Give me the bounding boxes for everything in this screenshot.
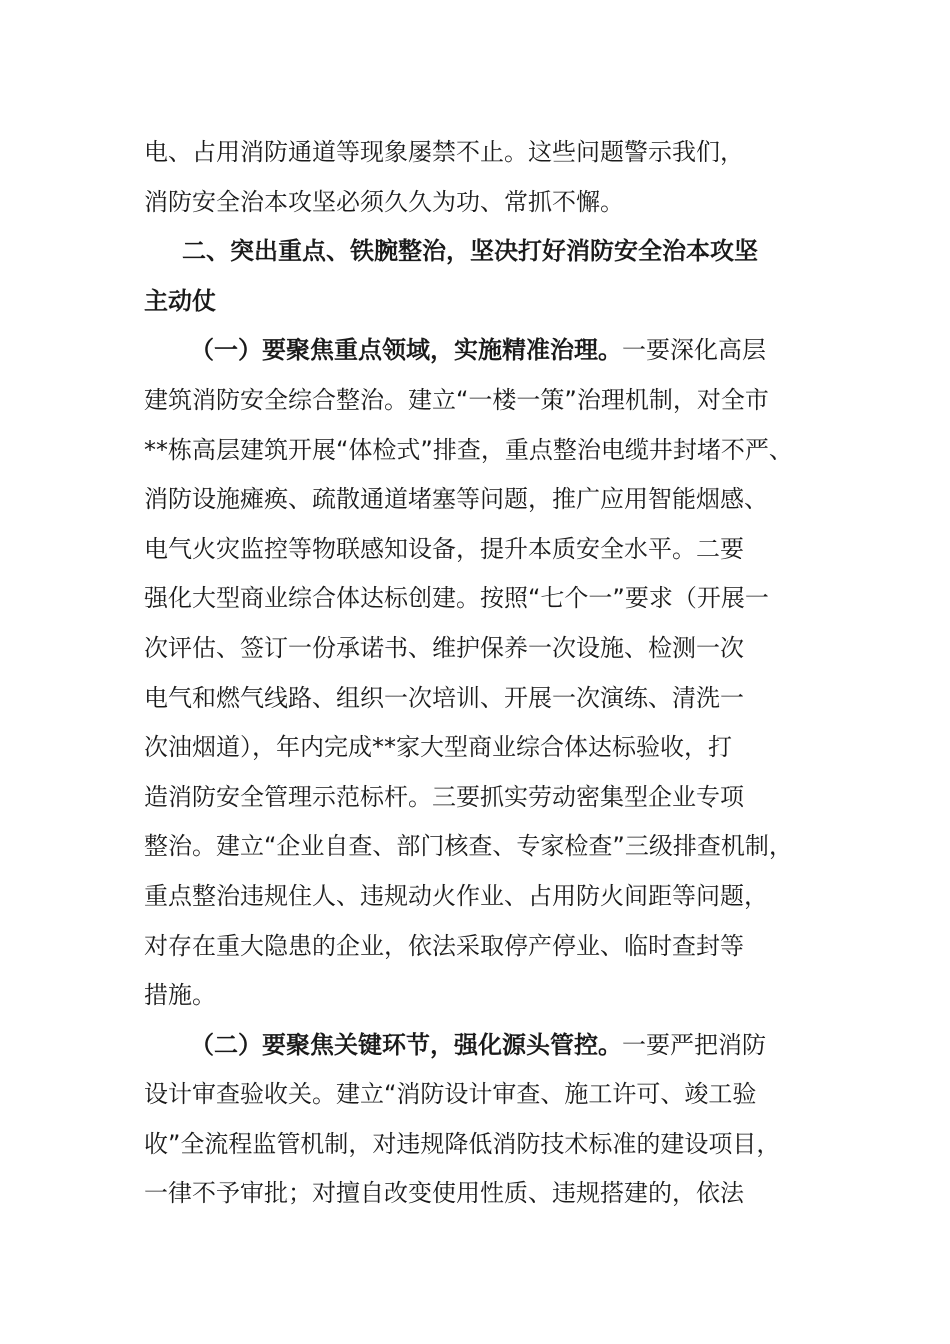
section-heading-continued: 主动仗 xyxy=(144,286,216,315)
body-line: 设计审查验收关。建立“消防设计审查、施工许可、竣工验 xyxy=(144,1080,757,1109)
body-line: 对存在重大隐患的企业，依法采取停产停业、临时查封等 xyxy=(144,931,744,960)
subsection-heading: （一）要聚焦重点领域，实施精准治理。 xyxy=(190,336,622,365)
body-line: 一律不予审批；对擅自改变使用性质、违规搭建的，依法 xyxy=(144,1179,744,1208)
body-line: 重点整治违规住人、违规动火作业、占用防火间距等问题， xyxy=(144,881,768,910)
subsection-heading: （二）要聚焦关键环节，强化源头管控。 xyxy=(190,1030,622,1059)
body-line: 造消防安全管理示范标杆。三要抓实劳动密集型企业专项 xyxy=(144,782,744,811)
subsection-text: 一要深化高层 xyxy=(622,336,766,365)
body-line: 电气和燃气线路、组织一次培训、开展一次演练、清洗一 xyxy=(144,683,744,712)
body-line: **栋高层建筑开展“体检式”排查，重点整治电缆井封堵不严、 xyxy=(144,435,793,464)
body-line: 措施。 xyxy=(144,981,216,1010)
body-line: 次评估、签订一份承诺书、维护保养一次设施、检测一次 xyxy=(144,633,744,662)
body-line: 电、占用消防通道等现象屡禁不止。这些问题警示我们， xyxy=(144,138,744,166)
document-body xyxy=(144,128,834,1219)
section-heading: 二、突出重点、铁腕整治，坚决打好消防安全治本攻坚 xyxy=(182,237,758,266)
body-line: 电气火灾监控等物联感知设备，提升本质安全水平。二要 xyxy=(144,534,744,563)
body-line: 消防安全治本攻坚必须久久为功、常抓不懈。 xyxy=(144,187,624,216)
body-line: 收”全流程监管机制，对违规降低消防技术标准的建设项目， xyxy=(144,1129,781,1158)
body-line: 次油烟道），年内完成**家大型商业综合体达标验收，打 xyxy=(144,733,732,762)
body-line: 整治。建立“企业自查、部门核查、专家检查”三级排查机制， xyxy=(144,832,793,861)
subsection-line xyxy=(144,1021,834,1071)
body-line: 强化大型商业综合体达标创建。按照“七个一”要求（开展一 xyxy=(144,584,769,613)
subsection-text: 一要严把消防 xyxy=(622,1030,766,1059)
body-line: 消防设施瘫痪、疏散通道堵塞等问题，推广应用智能烟感、 xyxy=(144,485,768,514)
subsection-line xyxy=(144,326,834,376)
body-line: 建筑消防安全综合整治。建立“一楼一策”治理机制，对全市 xyxy=(144,385,769,414)
